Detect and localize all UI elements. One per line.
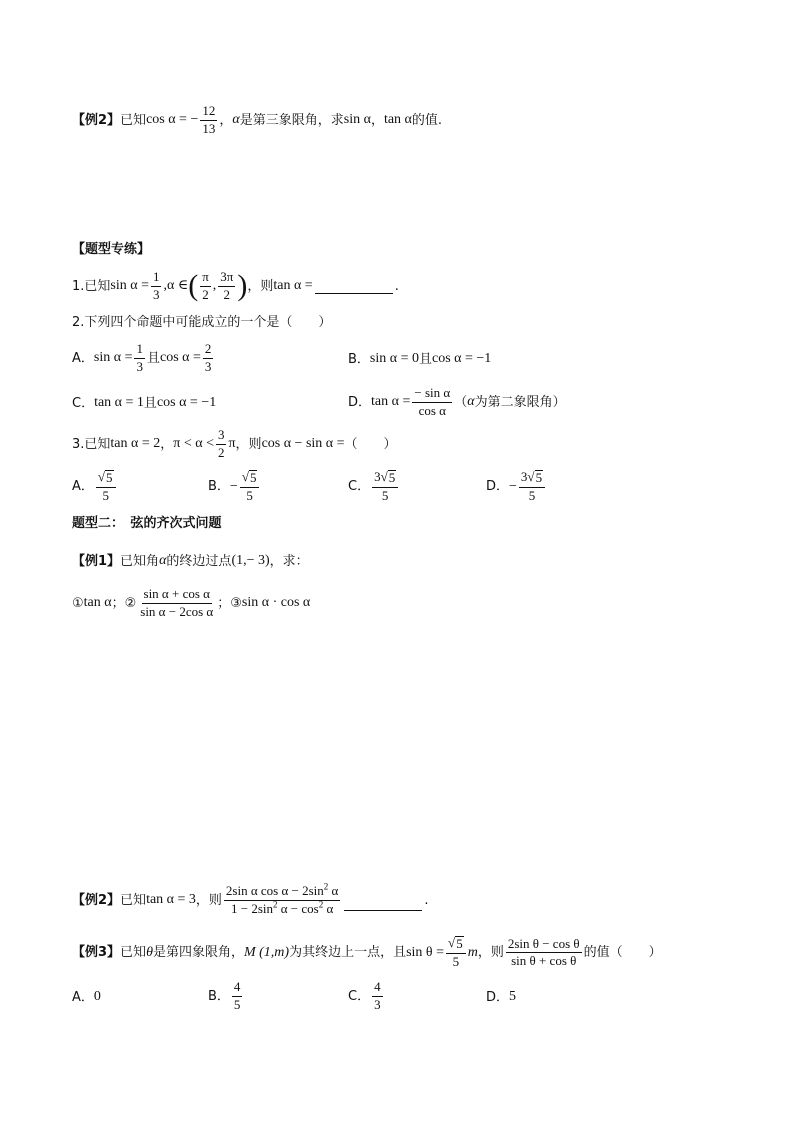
question-3-stem: 3.已知 tan α = 2 ， π < α < $\frac{3}{2}$ π ，则 cos α − sin α = （ ） [72, 427, 397, 460]
example-tag: 【例1】 [72, 553, 121, 569]
question-3-option-d[interactable]: D． − 3√ 5 5 [486, 470, 547, 504]
fraction: √ 5 5 [446, 936, 466, 970]
example-3-stem: 【例3】 已知 θ 是第四象限角， M (1,m) 为其终边上一点，且 sin θ = √ 5 5 m ，则 $\frac{\text{2sin θ − cos θ}}{\text{sin θ + cos θ}}$ 的值（ ） [72, 935, 662, 969]
question-2-stem: 2.下列四个命题中可能成立的一个是（ ） [72, 315, 332, 330]
fraction: $\frac{4}{3}$ [374, 979, 381, 1012]
example-3-option-b[interactable]: B． $\frac{4}{5}$ [208, 979, 241, 1012]
fraction: $\frac{2}{3}$ [204, 341, 212, 374]
example-1-parts: ① tan α ；② $\frac{\text{sin α + cos α}}{\text{sin α − 2cos α}}$ ；③ sin α · cos α [72, 586, 311, 619]
example-3-option-a[interactable]: A． 0 [72, 989, 101, 1005]
answer-blank[interactable] [315, 279, 393, 294]
question-3-option-c[interactable]: C． 3√ 5 5 [348, 470, 400, 504]
sqrt: √ 5 [448, 935, 463, 951]
question-2-option-b[interactable]: B． sin α = 0 且 cos α = −1 [348, 351, 492, 367]
question-2-option-d[interactable]: D． tan α = $\frac{\text{− sin α}}{\text{cos α}}$ （ α 为第二象限角） [348, 385, 566, 418]
section-title-drill: 【题型专练】 [72, 242, 151, 257]
fraction: $\frac{\pi}{2}$ [202, 269, 209, 302]
fraction: $\frac{3\pi}{2}$ [220, 269, 234, 302]
sqrt: √ 5 [97, 469, 113, 485]
section-title-type-2: 题型二： 弦的齐次式问题 [72, 516, 222, 531]
example-tag: 【例2】 [72, 112, 121, 128]
fraction: $\frac{4}{5}$ [233, 979, 241, 1012]
fraction: $\frac{12}{13}$ [202, 103, 216, 136]
fraction: $\frac{2\sin \alpha \cos \alpha - 2\sin^2 \alpha}{1 - 2\sin^2 \alpha - \cos^2 \alpha}$ [225, 881, 339, 916]
fraction: √ 5 5 [240, 470, 260, 504]
fraction: $\frac{1}{3}$ [136, 341, 143, 374]
example-3-option-d[interactable]: D． 5 [486, 989, 517, 1005]
question-2-option-a[interactable]: A． sin α = $\frac{1}{3}$ 且 cos α = $\frac{2}{3}$ [72, 341, 212, 374]
example-2-cos-line: 【例2】 已知 cos α = − $\frac{12}{13}$ ， α 是第三象限角，求 sin α ， tan α 的值. [72, 103, 443, 136]
answer-blank[interactable] [344, 896, 422, 911]
fraction: 3√ 5 5 [519, 470, 545, 504]
example-2-tan-line: 【例2】 已知 tan α = 3 ，则 $\frac{2\sin \alpha \cos \alpha - 2\sin^2 \alpha}{1 - 2\sin^2 \alpha - \cos^2 \alpha}$ . [72, 881, 429, 916]
fraction: $\frac{1}{3}$ [152, 269, 160, 302]
example-tag: 【例2】 [72, 892, 121, 908]
example-1-stem: 【例1】 已知角 α 的终边过点 (1,− 3) ，求： [72, 553, 309, 569]
fraction: $\frac{\text{2sin θ − cos θ}}{\text{sin θ + cos θ}}$ [507, 935, 580, 969]
example-3-option-c[interactable]: C． $\frac{4}{3}$ [348, 979, 381, 1012]
question-3-option-b[interactable]: B． − √ 5 5 [208, 470, 261, 504]
fraction: $\frac{\text{− sin α}}{\text{cos α}}$ [414, 385, 451, 418]
question-1: 1.已知 sin α = $\frac{1}{3}$ ,α ∈ ( $\frac{\pi}{2}$ , $\frac{3\pi}{2}$ ) ，则 tan α = . [72, 269, 399, 303]
fraction: $\frac{3}{2}$ [217, 427, 225, 460]
sqrt: √ 5 [241, 469, 257, 485]
fraction: √ 5 5 [96, 470, 116, 504]
question-2-option-c[interactable]: C． tan α = 1 且 cos α = −1 [72, 395, 217, 411]
sqrt: √ 5 [527, 469, 543, 485]
question-3-option-a[interactable]: A． √ 5 5 [72, 470, 118, 504]
example-tag: 【例3】 [72, 945, 121, 961]
sqrt: √ 5 [380, 469, 396, 485]
fraction: $\frac{\text{sin α + cos α}}{\text{sin α − 2cos α}}$ [140, 586, 214, 619]
fraction: 3√ 5 5 [372, 470, 398, 504]
